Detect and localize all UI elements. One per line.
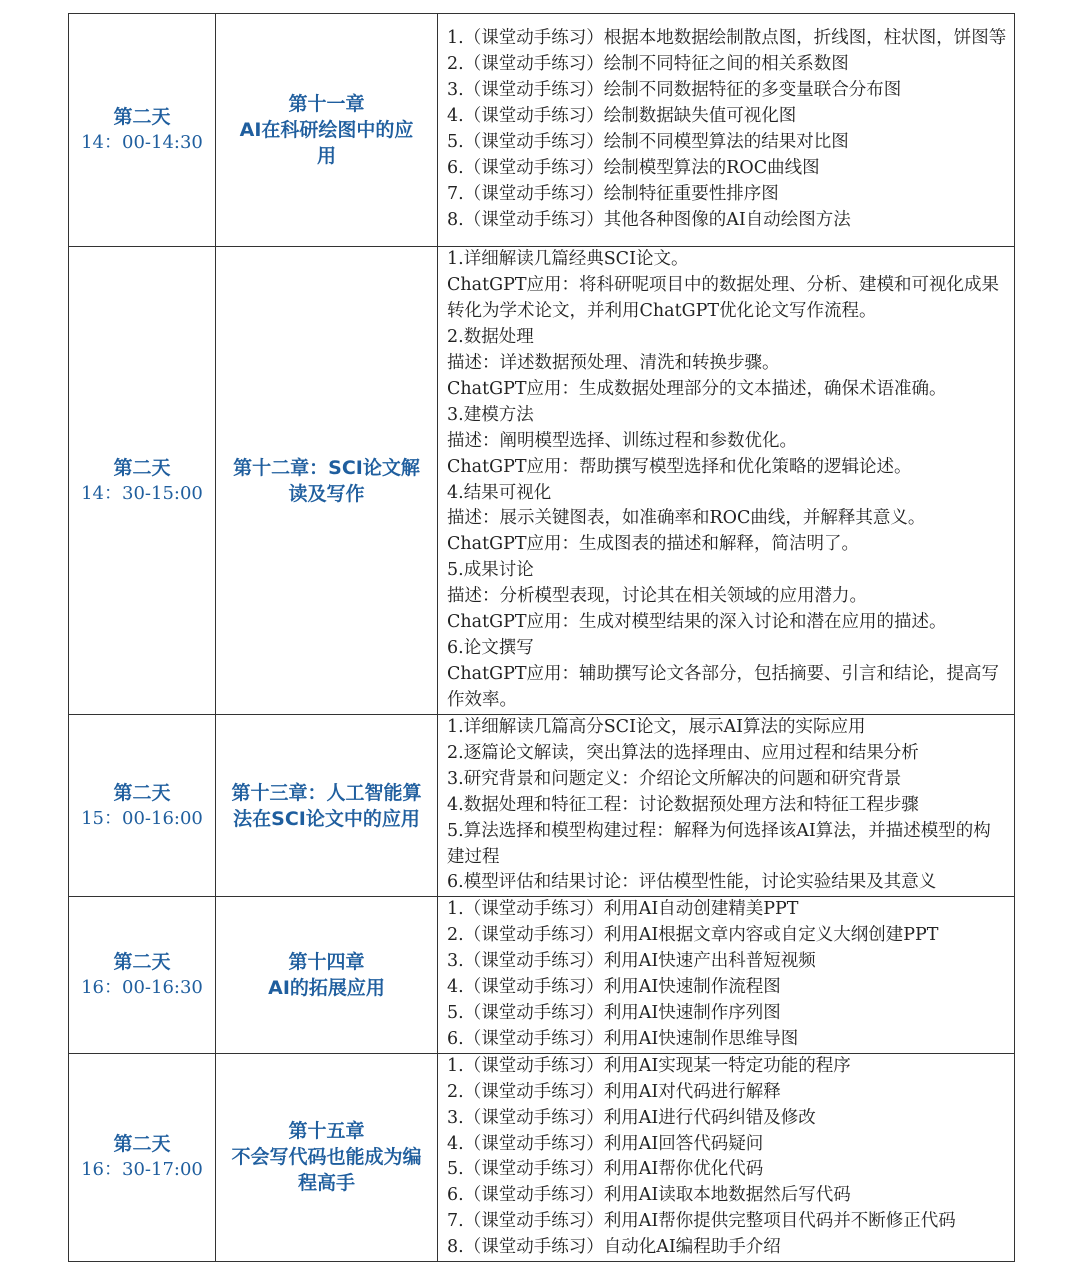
content-item: 3.（课堂动手练习）利用AI快速产出科普短视频 bbox=[447, 951, 816, 972]
day-label: 第二天 bbox=[113, 1133, 171, 1156]
content-item: ChatGPT应用：生成数据处理部分的文本描述，确保术语准确。 bbox=[447, 378, 947, 399]
content-item: 5.成果讨论 bbox=[447, 560, 534, 581]
schedule-sheet bbox=[68, 13, 1014, 1262]
time-range: 15：00-16:00 bbox=[81, 807, 203, 829]
day-cell bbox=[69, 715, 216, 897]
chapter-cell bbox=[216, 897, 438, 1053]
content-item: 5.（课堂动手练习）利用AI帮你优化代码 bbox=[447, 1159, 764, 1180]
content-item: 2.（课堂动手练习）绘制不同特征之间的相关系数图 bbox=[447, 54, 849, 75]
chapter-title-line: 第十一章 bbox=[288, 93, 365, 115]
day-label: 第二天 bbox=[113, 106, 171, 128]
content-item: 7.（课堂动手练习）绘制特征重要性排序图 bbox=[447, 183, 779, 204]
chapter-title-line: 读及写作 bbox=[288, 482, 365, 505]
content-item: 2.（课堂动手练习）利用AI根据文章内容或自定义大纲创建PPT bbox=[447, 925, 939, 946]
chapter-title-line: 法在SCI论文中的应用 bbox=[233, 807, 420, 830]
chapter-title-line: 第十五章 bbox=[288, 1120, 365, 1143]
content-item: 3.研究背景和问题定义：介绍论文所解决的问题和研究背景 bbox=[447, 768, 902, 789]
content-cell bbox=[438, 247, 1015, 715]
content-item: 1.详细解读几篇高分SCI论文，展示AI算法的实际应用 bbox=[447, 717, 866, 737]
content-item: 5.（课堂动手练习）绘制不同模型算法的结果对比图 bbox=[447, 132, 849, 152]
content-item: ChatGPT应用：帮助撰写模型选择和优化策略的逻辑论述。 bbox=[447, 456, 912, 477]
chapter-title-line: 程高手 bbox=[297, 1172, 355, 1195]
time-range: 16：30-17:00 bbox=[81, 1159, 203, 1181]
content-item: 6.模型评估和结果讨论：评估模型性能，讨论实验结果及其意义 bbox=[447, 872, 937, 893]
content-item: 7.（课堂动手练习）利用AI帮你提供完整项目代码并不断修正代码 bbox=[447, 1211, 956, 1232]
content-cell bbox=[438, 14, 1015, 247]
table-row bbox=[69, 14, 1015, 247]
content-item: 1.（课堂动手练习）利用AI自动创建精美PPT bbox=[447, 899, 799, 920]
day-label: 第二天 bbox=[113, 951, 171, 974]
content-item: 6.论文撰写 bbox=[447, 637, 534, 658]
table-row bbox=[69, 715, 1015, 897]
content-item: ChatGPT应用：生成对模型结果的深入讨论和潜在应用的描述。 bbox=[447, 612, 947, 633]
chapter-title-line: 第十三章：人工智能算 bbox=[231, 781, 422, 804]
chapter-title-line: 用 bbox=[316, 145, 336, 167]
content-item: ChatGPT应用：辅助撰写论文各部分，包括摘要、引言和结论，提高写作效率。 bbox=[447, 663, 1000, 710]
time-range: 14：00-14:30 bbox=[81, 132, 203, 153]
content-item: 描述：展示关键图表，如准确率和ROC曲线，并解释其意义。 bbox=[447, 508, 926, 529]
content-item: 4.（课堂动手练习）利用AI快速制作流程图 bbox=[447, 977, 781, 998]
content-item: 描述：分析模型表现，讨论其在相关领域的应用潜力。 bbox=[447, 586, 867, 607]
content-item: 5.算法选择和模型构建过程：解释为何选择该AI算法，并描述模型的构建过程 bbox=[447, 820, 991, 867]
content-item: ChatGPT应用：生成图表的描述和解释，简洁明了。 bbox=[447, 534, 860, 555]
content-item: 描述：阐明模型选择、训练过程和参数优化。 bbox=[447, 430, 797, 451]
chapter-title-line: AI的拓展应用 bbox=[268, 977, 385, 1000]
content-item: 2.逐篇论文解读，突出算法的选择理由、应用过程和结果分析 bbox=[447, 742, 919, 763]
content-item: 1.（课堂动手练习）利用AI实现某一特定功能的程序 bbox=[447, 1055, 851, 1076]
content-item: 1.详细解读几篇经典SCI论文。 bbox=[447, 249, 689, 270]
content-item: 8.（课堂动手练习）自动化AI编程助手介绍 bbox=[447, 1237, 781, 1258]
content-item: 8.（课堂动手练习）其他各种图像的AI自动绘图方法 bbox=[447, 209, 851, 230]
day-label: 第二天 bbox=[113, 456, 171, 479]
table-row bbox=[69, 1053, 1015, 1261]
content-item: 3.（课堂动手练习）绘制不同数据特征的多变量联合分布图 bbox=[447, 80, 902, 101]
chapter-cell bbox=[216, 247, 438, 715]
content-cell bbox=[438, 715, 1015, 897]
chapter-title-line: AI在科研绘图中的应 bbox=[239, 119, 414, 141]
content-item: 6.（课堂动手练习）绘制模型算法的ROC曲线图 bbox=[447, 157, 820, 178]
chapter-title-line: 第十二章：SCI论文解 bbox=[233, 456, 420, 479]
day-cell bbox=[69, 1053, 216, 1261]
content-item: 5.（课堂动手练习）利用AI快速制作序列图 bbox=[447, 1002, 781, 1023]
table-row bbox=[69, 897, 1015, 1053]
content-item: 4.数据处理和特征工程：讨论数据预处理方法和特征工程步骤 bbox=[447, 794, 919, 815]
chapter-cell bbox=[216, 715, 438, 897]
time-range: 16：00-16:30 bbox=[81, 977, 203, 999]
content-item: 3.（课堂动手练习）利用AI进行代码纠错及修改 bbox=[447, 1107, 816, 1128]
day-cell bbox=[69, 897, 216, 1053]
chapter-cell bbox=[216, 14, 438, 247]
content-cell bbox=[438, 897, 1015, 1053]
day-cell bbox=[69, 247, 216, 715]
day-cell bbox=[69, 14, 216, 247]
content-item: 4.（课堂动手练习）绘制数据缺失值可视化图 bbox=[447, 106, 797, 127]
table-row bbox=[69, 247, 1015, 715]
chapter-title-line: 第十四章 bbox=[288, 951, 365, 974]
content-item: 4.（课堂动手练习）利用AI回答代码疑问 bbox=[447, 1133, 764, 1154]
content-item: ChatGPT应用：将科研呢项目中的数据处理、分析、建模和可视化成果转化为学术论文，并利用ChatGPT优化论文写作流程。 bbox=[447, 275, 1000, 322]
content-item: 6.（课堂动手练习）利用AI快速制作思维导图 bbox=[447, 1028, 799, 1049]
content-cell bbox=[438, 1053, 1015, 1261]
content-item: 2.（课堂动手练习）利用AI对代码进行解释 bbox=[447, 1081, 781, 1102]
content-item: 6.（课堂动手练习）利用AI读取本地数据然后写代码 bbox=[447, 1185, 851, 1206]
course-schedule-table bbox=[68, 13, 1015, 1262]
content-item: 3.建模方法 bbox=[447, 404, 534, 425]
content-item: 2.数据处理 bbox=[447, 327, 534, 348]
day-label: 第二天 bbox=[113, 781, 171, 804]
time-range: 14：30-15:00 bbox=[81, 482, 203, 504]
content-item: 4.结果可视化 bbox=[447, 482, 552, 503]
chapter-title-line: 不会写代码也能成为编 bbox=[231, 1146, 422, 1169]
content-item: 1.（课堂动手练习）根据本地数据绘制散点图，折线图，柱状图，饼图等 bbox=[447, 28, 1007, 49]
chapter-cell bbox=[216, 1053, 438, 1261]
content-item: 描述：详述数据预处理、清洗和转换步骤。 bbox=[447, 352, 780, 373]
